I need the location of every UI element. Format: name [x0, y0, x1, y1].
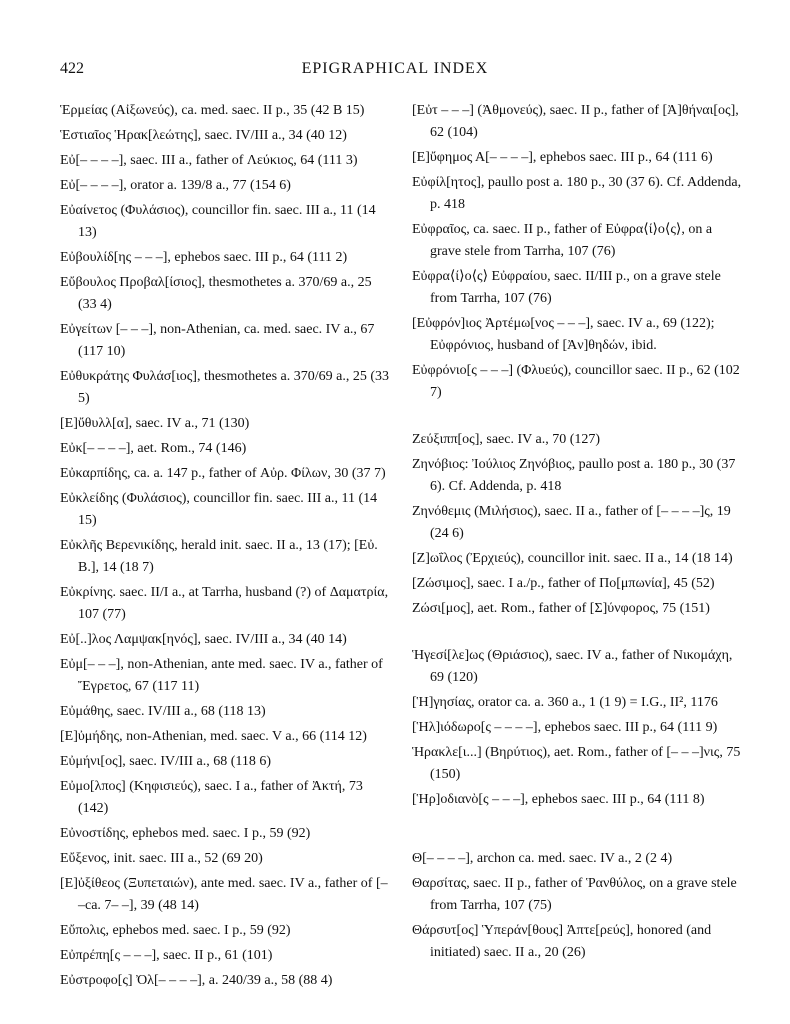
index-entry: [Ε]ὔθυλλ[α], saec. IV a., 71 (130) [60, 416, 250, 431]
index-entry: Εὐ[– – – –], saec. III a., father of Λεύκιος, 64 (111 3) [60, 153, 358, 168]
index-entry: Εὔπολις, ephebos med. saec. I p., 59 (92) [60, 923, 291, 938]
index-entry: Εὐκλείδης (Φυλάσιος), councillor fin. saec. III a., 11 (14 15) [60, 491, 378, 528]
index-entry: Εὐβουλίδ[ης – – –], ephebos saec. III p., 64 (111 2) [60, 250, 348, 265]
section-gap [412, 407, 742, 429]
section-gap [412, 623, 742, 645]
index-entry: Εὔξενος, init. saec. III a., 52 (69 20) [60, 851, 263, 866]
index-entry: Εὔβουλος Προβαλ[ίσιος], thesmothetes a. 370/69 a., 25 (33 4) [60, 275, 372, 312]
index-entry: Εὐφραῖος, ca. saec. II p., father of Εὐφρα⟨ί⟩ο⟨ς⟩, on a grave stele from Tarrha, 107 (76) [412, 222, 713, 259]
running-title: EPIGRAPHICAL INDEX [301, 60, 489, 77]
index-entry: [Ἡ]γησίας, orator ca. a. 360 a., 1 (1 9) = I.G., II², 1176 [412, 695, 718, 710]
index-entry: Εὐπρέπη[ς – – –], saec. II p., 61 (101) [60, 948, 273, 963]
right-column [412, 100, 742, 967]
index-entry: Ἑστιαῖος Ἡρακ[λεώτης], saec. IV/III a., 34 (40 12) [60, 128, 347, 143]
index-entry: Ἡγεσί[λε]ως (Θριάσιος), saec. IV a., father of Νικομάχη, 69 (120) [412, 648, 733, 685]
section-gap [412, 814, 742, 848]
index-entry: Ζώσι[μος], aet. Rom., father of [Σ]ύνφορος, 75 (151) [412, 601, 710, 616]
index-entry: Εὐ[..]λος Λαμψακ[ηνός], saec. IV/III a., 34 (40 14) [60, 632, 347, 647]
index-entry: Εὐνοστίδης, ephebos med. saec. I p., 59 (92) [60, 826, 311, 841]
index-entry: Ἡρακλε[ι...] (Βηρύτιος), aet. Rom., father of [– – –]νις, 75 (150) [412, 745, 741, 782]
index-entry: [Ζ]ωΐλος (Ἐρχιεύς), councillor init. saec. II a., 14 (18 14) [412, 551, 733, 566]
index-entry: Εὐκ[– – – –], aet. Rom., 74 (146) [60, 441, 247, 456]
index-entry: [Εὐφρόν]ιος Ἀρτέμω[νος – – –], saec. IV a., 69 (122); Εὐφρόνιος, husband of [Ἀν]θηδών, ibid. [412, 316, 715, 353]
index-entry: Εὐκρίνης. saec. II/I a., at Tarrha, husband (?) of Δαματρία, 107 (77) [60, 585, 389, 622]
index-entry: Εὐφίλ[ητος], paullo post a. 180 p., 30 (37 6). Cf. Addenda, p. 418 [412, 175, 742, 212]
index-entry: Εὐφρα⟨ί⟩ο⟨ς⟩ Εὐφραίου, saec. II/III p., on a grave stele from Tarrha, 107 (76) [412, 269, 721, 306]
index-entry: Εὐκαρπίδης, ca. a. 147 p., father of Αὐρ. Φίλων, 30 (37 7) [60, 466, 386, 481]
index-entry: Ζεύξιππ[ος], saec. IV a., 70 (127) [412, 432, 601, 447]
page-number: 422 [60, 60, 84, 77]
index-entry: [Ε]ὔφημος Α[– – – –], ephebos saec. III p., 64 (111 6) [412, 150, 713, 165]
index-entry: [Εὐτ – – –] (Ἀθμονεύς), saec. II p., father of [Ἀ]θήναι[ος], 62 (104) [412, 103, 739, 140]
index-entry: Εὐ[– – – –], orator a. 139/8 a., 77 (154 6) [60, 178, 291, 193]
index-entry: Εὐθυκράτης Φυλάσ[ιος], thesmothetes a. 370/69 a., 25 (33 5) [60, 369, 390, 406]
index-entry: [Ἡρ]οδιανὸ[ς – – –], ephebos saec. III p., 64 (111 8) [412, 792, 705, 807]
index-entry: [Ἡλ]ιόδωρο[ς – – – –], ephebos saec. III p., 64 (111 9) [412, 720, 718, 735]
index-entry: Εὐφρόνιο[ς – – –] (Φλυεύς), councillor saec. II p., 62 (102 7) [412, 363, 740, 400]
index-entry: [Ε]ὐξίθεος (Ξυπεταιών), ante med. saec. IV a., father of [– –ca. 7– –], 39 (48 14) [60, 876, 388, 913]
index-entry: Ἑρμείας (Αἰξωνεύς), ca. med. saec. II p., 35 (42 B 15) [60, 103, 365, 118]
index-entry: Εὐμάθης, saec. IV/III a., 68 (118 13) [60, 704, 266, 719]
index-entry: Εὐστροφο[ς] Ὀλ[– – – –], a. 240/39 a., 58 (88 4) [60, 973, 333, 988]
left-column [60, 100, 390, 995]
index-entry: Εὐμο[λπος] (Κηφισιεύς), saec. I a., father of Ἀκτή, 73 (142) [60, 779, 363, 816]
index-entry: Εὐμ[– – –], non-Athenian, ante med. saec. IV a., father of Ἔγρετος, 67 (117 11) [60, 657, 383, 694]
index-entry: Θ[– – – –], archon ca. med. saec. IV a., 2 (2 4) [412, 851, 673, 866]
index-entry: Ζηνόβιος: Ἰούλιος Ζηνόβιος, paullo post a. 180 p., 30 (37 6). Cf. Addenda, p. 418 [412, 457, 736, 494]
index-entry: Θάρσυτ[ος] Ὑπεράν[θους] Ἀπτε[ρεύς], honored (and initiated) saec. II a., 20 (26) [412, 923, 712, 960]
page-header [0, 60, 790, 86]
index-entry: Ζηνόθεμις (Μιλήσιος), saec. II a., father of [– – – –]ς, 19 (24 6) [412, 504, 731, 541]
index-entry: Εὐμήνι[ος], saec. IV/III a., 68 (118 6) [60, 754, 272, 769]
index-entry: [Ζώσιμος], saec. I a./p., father of Πο[μπωνία], 45 (52) [412, 576, 715, 591]
index-entry: Θαρσίτας, saec. II p., father of Ῥανθύλος, on a grave stele from Tarrha, 107 (75) [412, 876, 737, 913]
index-entry: [Ε]ὐμήδης, non-Athenian, med. saec. V a., 66 (114 12) [60, 729, 367, 744]
index-entry: Εὐγείτων [– – –], non-Athenian, ca. med. saec. IV a., 67 (117 10) [60, 322, 375, 359]
index-entry: Εὐκλῆς Βερενικίδης, herald init. saec. II a., 13 (17); [Εὐ. Β.], 14 (18 7) [60, 538, 378, 575]
index-entry: Εὐαίνετος (Φυλάσιος), councillor fin. saec. III a., 11 (14 13) [60, 203, 376, 240]
